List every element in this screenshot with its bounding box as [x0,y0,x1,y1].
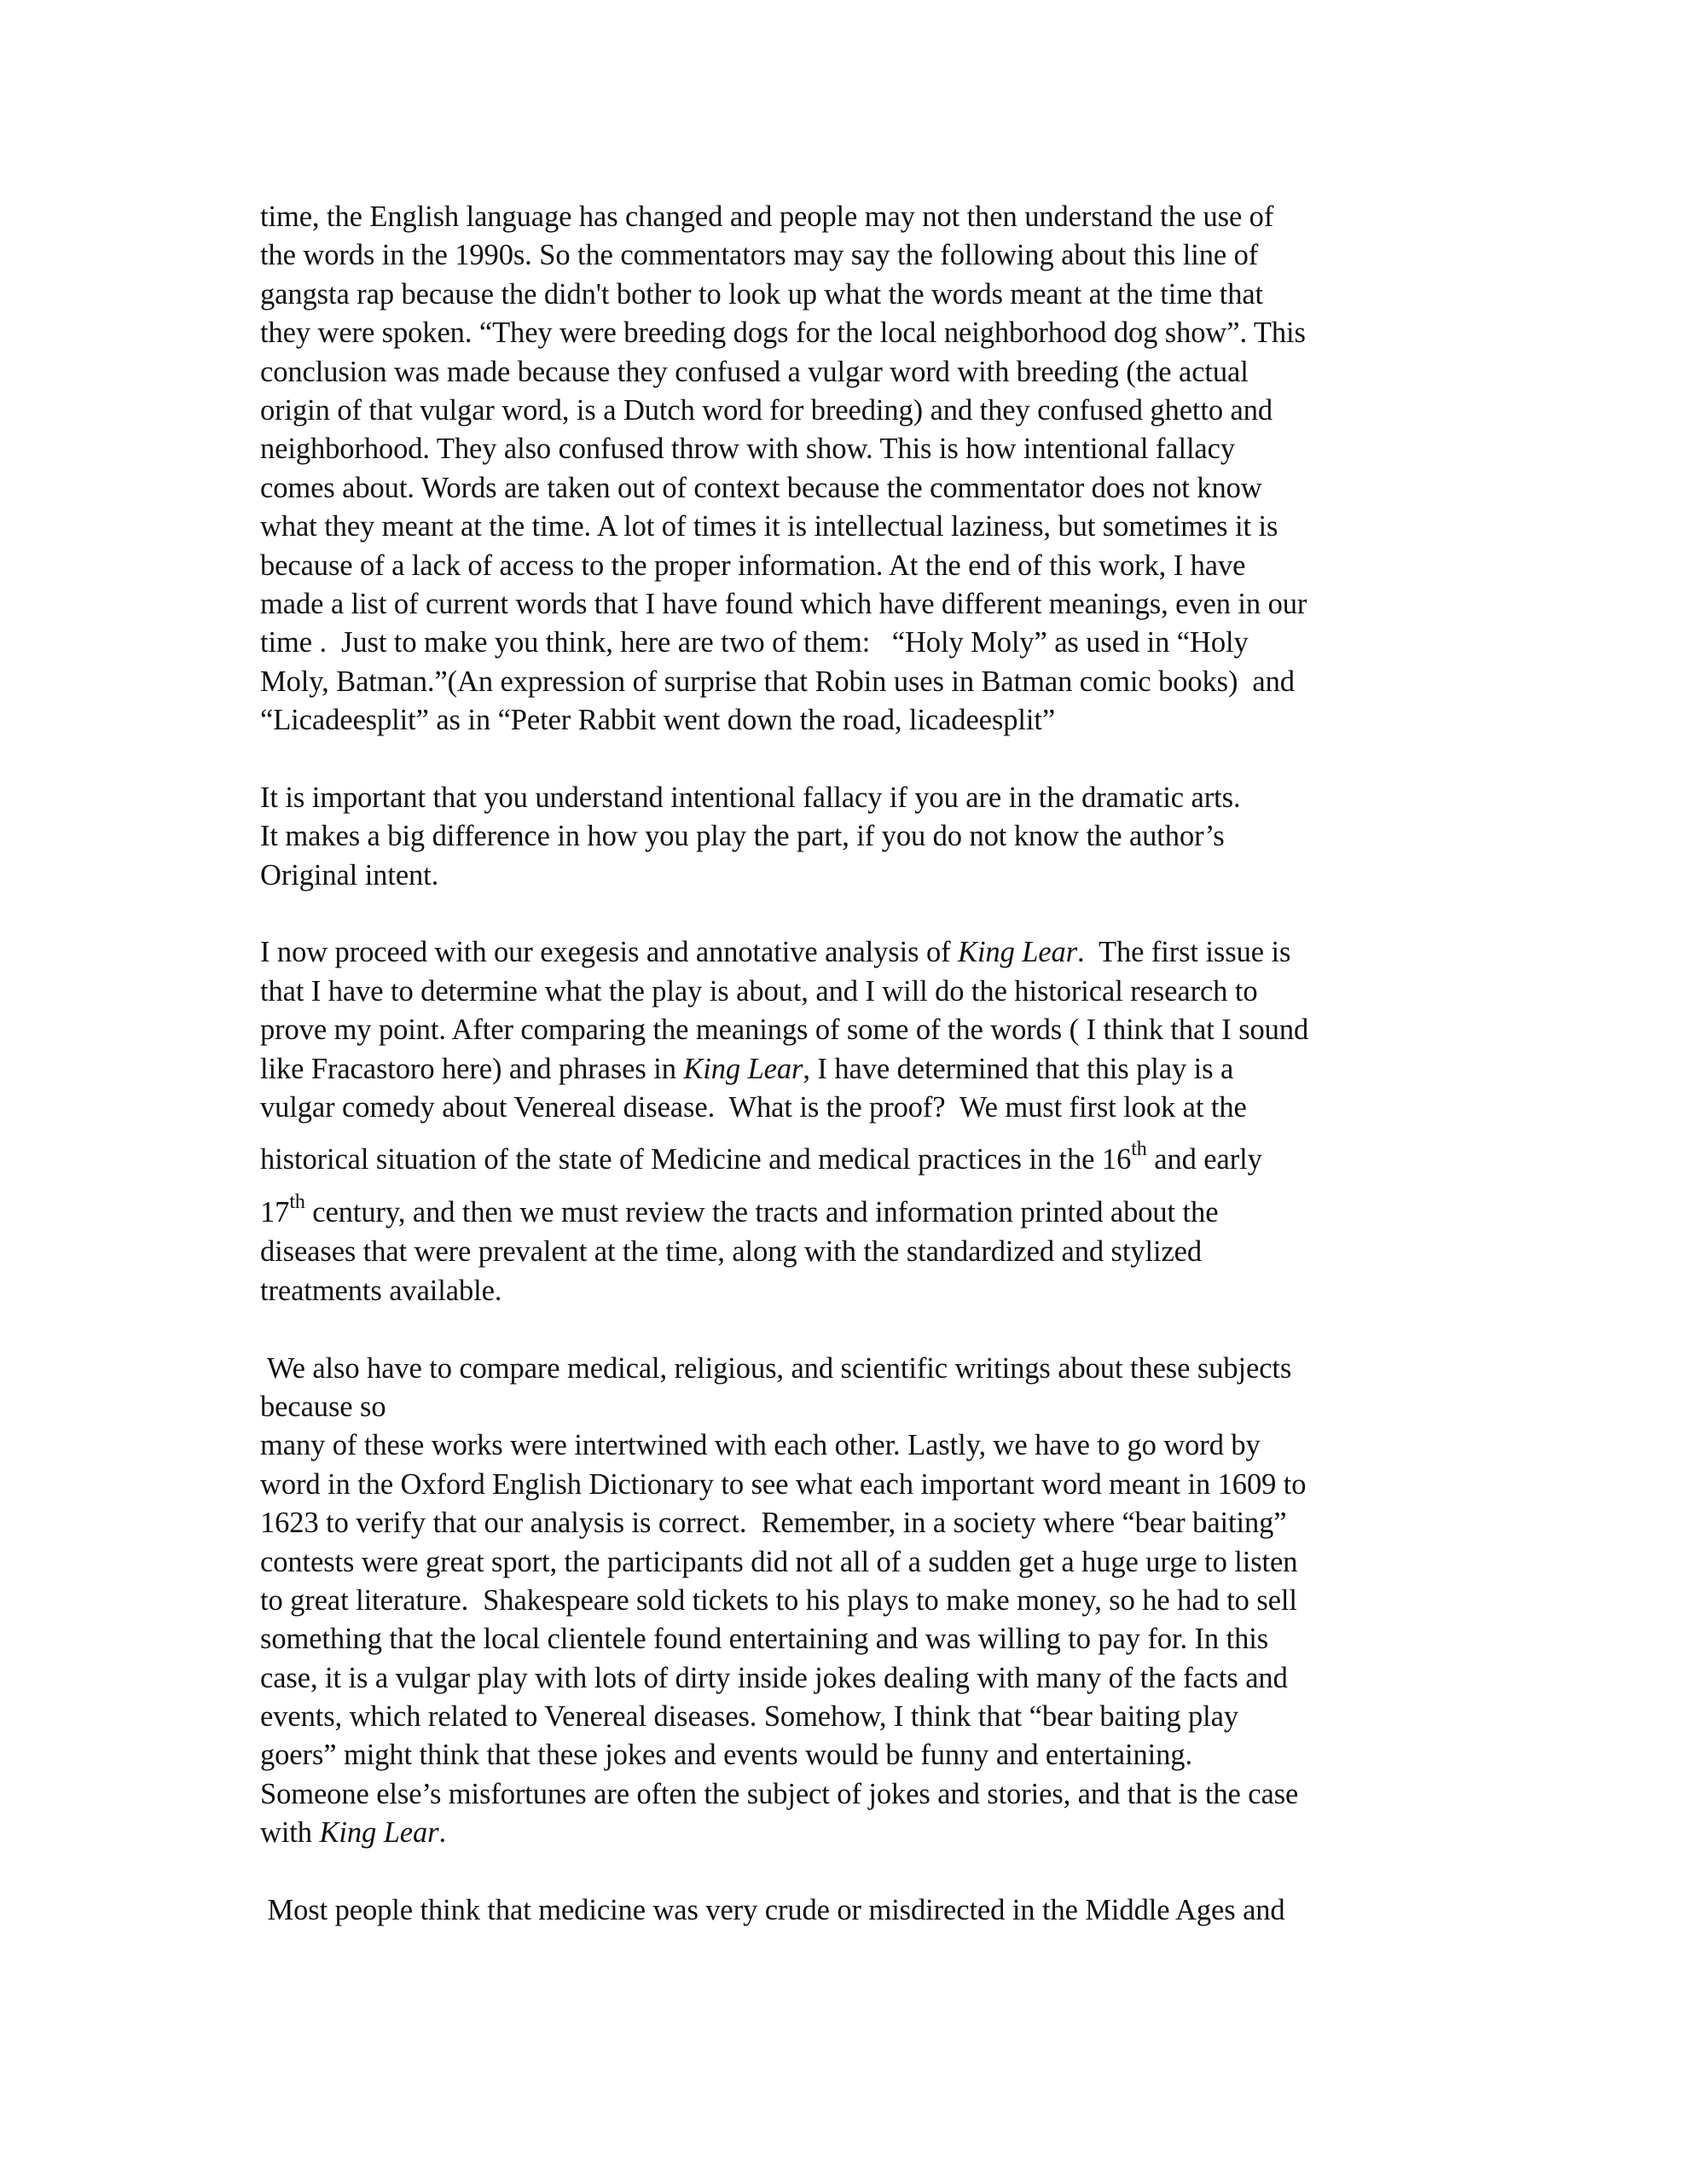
text-line: We also have to compare medical, religious, and scientific writings about these subjects [260,1351,1292,1385]
text-line [260,1050,1471,1089]
text-run: with [260,1816,320,1850]
text-line: the words in the 1990s. So the commentators may say the following about this line of [260,239,1259,272]
superscript-ordinal: th [289,1191,305,1214]
text-line [260,1814,1471,1852]
text-line: they were spoken. “They were breeding dogs for the local neighborhood dog show”. This [260,317,1306,350]
text-run: I now proceed with our exegesis and annotative analysis of [260,936,959,969]
paragraph-gap [260,1310,1471,1349]
text-run: and early [1146,1143,1262,1176]
text-run: 17 [260,1196,290,1229]
title-king-lear: King Lear [319,1816,439,1850]
text-line [260,1180,1471,1233]
title-king-lear: King Lear [958,936,1078,969]
text-line: goers” might think that these jokes and events would be funny and entertaining. [260,1739,1192,1772]
document-body [260,198,1471,1930]
text-line: It makes a big difference in how you play the part, if you do not know the author’s [260,820,1225,853]
title-king-lear: King Lear [683,1052,803,1085]
text-line: comes about. Words are taken out of context because the commentator does not know [260,471,1262,504]
text-run: . [438,1816,446,1850]
text-line: time . Just to make you think, here are two of them: “Holy Moly” as used in “Holy [260,626,1249,659]
text-line: vulgar comedy about Venereal disease. What is the proof? We must first look at the [260,1090,1247,1124]
text-line: Someone else’s misfortunes are often the subject of jokes and stories, and that is the case [260,1777,1299,1810]
paragraph-dramatic-arts [260,779,1471,895]
text-run: century, and then we must review the tracts and information printed about the [304,1196,1219,1229]
text-line: what they meant at the time. A lot of times it is intellectual laziness, but sometimes it is [260,510,1278,543]
paragraph-gap [260,1853,1471,1891]
text-line: to great literature. Shakespeare sold tickets to his plays to make money, so he had to sell [260,1583,1297,1617]
paragraph-medicine-middle-ages [260,1891,1471,1930]
text-line [260,933,1471,972]
paragraph-king-lear-analysis [260,933,1471,1310]
text-line: conclusion was made because they confused a vulgar word with breeding (the actual [260,355,1249,388]
text-line: many of these works were intertwined with each other. Lastly, we have to go word by [260,1429,1261,1462]
text-run: . The first issue is [1077,936,1291,969]
text-line: made a list of current words that I have found which have different meanings, even in our [260,587,1307,620]
text-line: Most people think that medicine was very crude or misdirected in the Middle Ages and [260,1894,1285,1927]
text-line: diseases that were prevalent at the time, along with the standardized and stylized [260,1235,1203,1269]
paragraph-research-method [260,1350,1471,1853]
text-line: something that the local clientele found entertaining and was willing to pay for. In this [260,1623,1269,1656]
text-line: treatments available. [260,1274,502,1307]
paragraph-gap [260,740,1471,778]
text-line: that I have to determine what the play is about, and I will do the historical research to [260,974,1258,1008]
text-run: , I have determined that this play is a [803,1052,1234,1085]
paragraph-gap [260,895,1471,933]
text-line: time, the English language has changed and people may not then understand the use of [260,200,1274,233]
text-line: contests were great sport, the participants did not all of a sudden get a huge urge to listen [260,1545,1298,1578]
text-line: gangsta rap because the didn't bother to look up what the words meant at the time that [260,277,1264,311]
paragraph-intentional-fallacy-example [260,198,1471,740]
text-line: prove my point. After comparing the meanings of some of the words ( I think that I sound [260,1014,1309,1047]
text-line: Original intent. [260,858,439,892]
text-line: because so [260,1390,386,1423]
text-line: word in the Oxford English Dictionary to see what each important word meant in 1609 to [260,1467,1307,1501]
text-line [260,1127,1471,1180]
text-line: 1623 to verify that our analysis is correct. Remember, in a society where “bear baiting” [260,1507,1287,1540]
text-line: It is important that you understand intentional fallacy if you are in the dramatic arts. [260,781,1241,814]
text-line: events, which related to Venereal diseases. Somehow, I think that “bear baiting play [260,1700,1238,1734]
text-run: historical situation of the state of Medicine and medical practices in the 16 [260,1143,1132,1176]
text-line: neighborhood. They also confused throw with show. This is how intentional fallacy [260,433,1236,466]
superscript-ordinal: th [1131,1138,1147,1161]
text-line: case, it is a vulgar play with lots of dirty inside jokes dealing with many of the facts and [260,1661,1288,1694]
text-line: because of a lack of access to the proper information. At the end of this work, I have [260,549,1246,582]
text-line: origin of that vulgar word, is a Dutch word for breeding) and they confused ghetto and [260,393,1273,427]
text-line: “Licadeesplit” as in “Peter Rabbit went down the road, licadeesplit” [260,704,1056,737]
text-run: like Fracastoro here) and phrases in [260,1052,684,1085]
text-line: Moly, Batman.”(An expression of surprise that Robin uses in Batman comic books) and [260,665,1295,698]
